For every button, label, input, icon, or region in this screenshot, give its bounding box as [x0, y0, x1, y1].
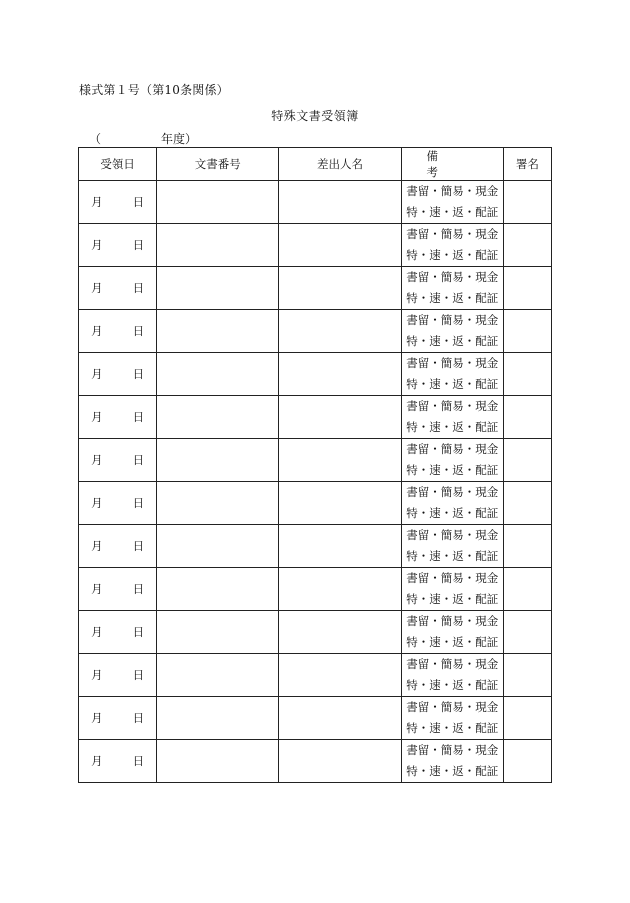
month-label: 月 [91, 582, 103, 596]
mail-type-options: 書留・簡易・現金 [406, 442, 499, 456]
sender-cell[interactable] [279, 740, 401, 783]
received-date-cell[interactable] [79, 396, 157, 439]
table-row [79, 353, 552, 396]
document-number-cell[interactable] [157, 396, 279, 439]
delivery-options: 特・速・返・配証 [406, 248, 499, 262]
sender-cell[interactable] [279, 353, 401, 396]
header-date: 受領日 [79, 148, 157, 181]
table-row [79, 697, 552, 740]
month-label: 月 [91, 195, 103, 209]
delivery-options: 特・速・返・配証 [406, 463, 499, 477]
signature-cell[interactable] [503, 267, 551, 310]
month-label: 月 [91, 668, 103, 682]
delivery-options: 特・速・返・配証 [406, 721, 499, 735]
sender-cell[interactable] [279, 568, 401, 611]
month-label: 月 [91, 324, 103, 338]
signature-cell[interactable] [503, 568, 551, 611]
table-row [79, 740, 552, 783]
table-row [79, 439, 552, 482]
signature-cell[interactable] [503, 310, 551, 353]
sender-cell[interactable] [279, 224, 401, 267]
delivery-options: 特・速・返・配証 [406, 420, 499, 434]
day-label: 日 [132, 711, 145, 725]
month-label: 月 [91, 496, 103, 510]
mail-type-options: 書留・簡易・現金 [406, 700, 499, 714]
document-number-cell[interactable] [157, 353, 279, 396]
document-number-cell[interactable] [157, 439, 279, 482]
mail-type-options: 書留・簡易・現金 [406, 356, 499, 370]
document-number-cell[interactable] [157, 310, 279, 353]
delivery-options: 特・速・返・配証 [406, 549, 499, 563]
signature-cell[interactable] [503, 611, 551, 654]
sender-cell[interactable] [279, 482, 401, 525]
sender-cell[interactable] [279, 267, 401, 310]
signature-cell[interactable] [503, 353, 551, 396]
form-number: 様式第１号（第10条関係） [79, 83, 229, 97]
day-label: 日 [132, 410, 145, 424]
header-remarks: 備考 [401, 148, 503, 181]
delivery-options: 特・速・返・配証 [406, 205, 499, 219]
fiscal-year-label: （ 年度） [89, 132, 198, 146]
sender-cell[interactable] [279, 654, 401, 697]
day-label: 日 [132, 453, 145, 467]
sender-cell[interactable] [279, 697, 401, 740]
received-date-cell[interactable] [79, 697, 157, 740]
table-row [79, 568, 552, 611]
signature-cell[interactable] [503, 224, 551, 267]
received-date-cell[interactable] [79, 181, 157, 224]
signature-cell[interactable] [503, 740, 551, 783]
received-date-cell[interactable] [79, 482, 157, 525]
month-label: 月 [91, 281, 103, 295]
delivery-options: 特・速・返・配証 [406, 334, 499, 348]
month-label: 月 [91, 367, 103, 381]
table-row [79, 310, 552, 353]
mail-type-options: 書留・簡易・現金 [406, 485, 499, 499]
month-label: 月 [91, 625, 103, 639]
received-date-cell[interactable] [79, 310, 157, 353]
page-title: 特殊文書受領簿 [271, 109, 359, 123]
delivery-options: 特・速・返・配証 [406, 506, 499, 520]
received-date-cell[interactable] [79, 740, 157, 783]
document-number-cell[interactable] [157, 224, 279, 267]
table-row [79, 396, 552, 439]
sender-cell[interactable] [279, 310, 401, 353]
month-label: 月 [91, 711, 103, 725]
table-row [79, 654, 552, 697]
sender-cell[interactable] [279, 611, 401, 654]
day-label: 日 [132, 625, 145, 639]
mail-type-options: 書留・簡易・現金 [406, 528, 499, 542]
remarks-cell[interactable] [401, 568, 503, 611]
signature-cell[interactable] [503, 654, 551, 697]
mail-type-options: 書留・簡易・現金 [406, 313, 499, 327]
received-date-cell[interactable] [79, 654, 157, 697]
day-label: 日 [132, 281, 145, 295]
delivery-options: 特・速・返・配証 [406, 678, 499, 692]
remarks-cell[interactable] [401, 654, 503, 697]
table-row [79, 482, 552, 525]
signature-cell[interactable] [503, 697, 551, 740]
header-row [79, 148, 552, 181]
received-date-cell[interactable] [79, 611, 157, 654]
day-label: 日 [132, 539, 145, 553]
month-label: 月 [91, 238, 103, 252]
mail-type-options: 書留・簡易・現金 [406, 657, 499, 671]
document-number-cell[interactable] [157, 568, 279, 611]
signature-cell[interactable] [503, 181, 551, 224]
delivery-options: 特・速・返・配証 [406, 635, 499, 649]
month-label: 月 [91, 410, 103, 424]
signature-cell[interactable] [503, 525, 551, 568]
ledger-table [78, 147, 552, 783]
signature-cell[interactable] [503, 439, 551, 482]
delivery-options: 特・速・返・配証 [406, 291, 499, 305]
delivery-options: 特・速・返・配証 [406, 377, 499, 391]
mail-type-options: 書留・簡易・現金 [406, 270, 499, 284]
sender-cell[interactable] [279, 181, 401, 224]
delivery-options: 特・速・返・配証 [406, 592, 499, 606]
remarks-cell[interactable] [401, 740, 503, 783]
table-row [79, 267, 552, 310]
day-label: 日 [132, 367, 145, 381]
ledger-body [79, 181, 552, 783]
day-label: 日 [132, 324, 145, 338]
day-label: 日 [132, 582, 145, 596]
remarks-cell[interactable] [401, 525, 503, 568]
document-number-cell[interactable] [157, 740, 279, 783]
table-row [79, 611, 552, 654]
received-date-cell[interactable] [79, 568, 157, 611]
mail-type-options: 書留・簡易・現金 [406, 227, 499, 241]
received-date-cell[interactable] [79, 353, 157, 396]
mail-type-options: 書留・簡易・現金 [406, 614, 499, 628]
day-label: 日 [132, 668, 145, 682]
document-number-cell[interactable] [157, 654, 279, 697]
month-label: 月 [91, 539, 103, 553]
received-date-cell[interactable] [79, 267, 157, 310]
remarks-cell[interactable] [401, 697, 503, 740]
document-number-cell[interactable] [157, 482, 279, 525]
signature-cell[interactable] [503, 482, 551, 525]
day-label: 日 [132, 195, 145, 209]
remarks-cell[interactable] [401, 482, 503, 525]
mail-type-options: 書留・簡易・現金 [406, 571, 499, 585]
document-number-cell[interactable] [157, 611, 279, 654]
table-row [79, 525, 552, 568]
document-number-cell[interactable] [157, 697, 279, 740]
remarks-cell[interactable] [401, 611, 503, 654]
month-label: 月 [91, 453, 103, 467]
received-date-cell[interactable] [79, 439, 157, 482]
sender-cell[interactable] [279, 396, 401, 439]
remarks-cell[interactable] [401, 310, 503, 353]
day-label: 日 [132, 496, 145, 510]
table-row [79, 224, 552, 267]
received-date-cell[interactable] [79, 525, 157, 568]
sender-cell[interactable] [279, 525, 401, 568]
signature-cell[interactable] [503, 396, 551, 439]
remarks-cell[interactable] [401, 224, 503, 267]
day-label: 日 [132, 754, 145, 768]
remarks-cell[interactable] [401, 396, 503, 439]
document-number-cell[interactable] [157, 181, 279, 224]
remarks-cell[interactable] [401, 181, 503, 224]
header-signature: 署名 [503, 148, 551, 181]
table-row [79, 181, 552, 224]
document-number-cell[interactable] [157, 525, 279, 568]
mail-type-options: 書留・簡易・現金 [406, 184, 499, 198]
remarks-cell[interactable] [401, 267, 503, 310]
day-label: 日 [132, 238, 145, 252]
mail-type-options: 書留・簡易・現金 [406, 399, 499, 413]
remarks-cell[interactable] [401, 439, 503, 482]
delivery-options: 特・速・返・配証 [406, 764, 499, 778]
received-date-cell[interactable] [79, 224, 157, 267]
remarks-cell[interactable] [401, 353, 503, 396]
document-number-cell[interactable] [157, 267, 279, 310]
header-sender: 差出人名 [279, 148, 401, 181]
sender-cell[interactable] [279, 439, 401, 482]
header-document-number: 文書番号 [157, 148, 279, 181]
month-label: 月 [91, 754, 103, 768]
mail-type-options: 書留・簡易・現金 [406, 743, 499, 757]
